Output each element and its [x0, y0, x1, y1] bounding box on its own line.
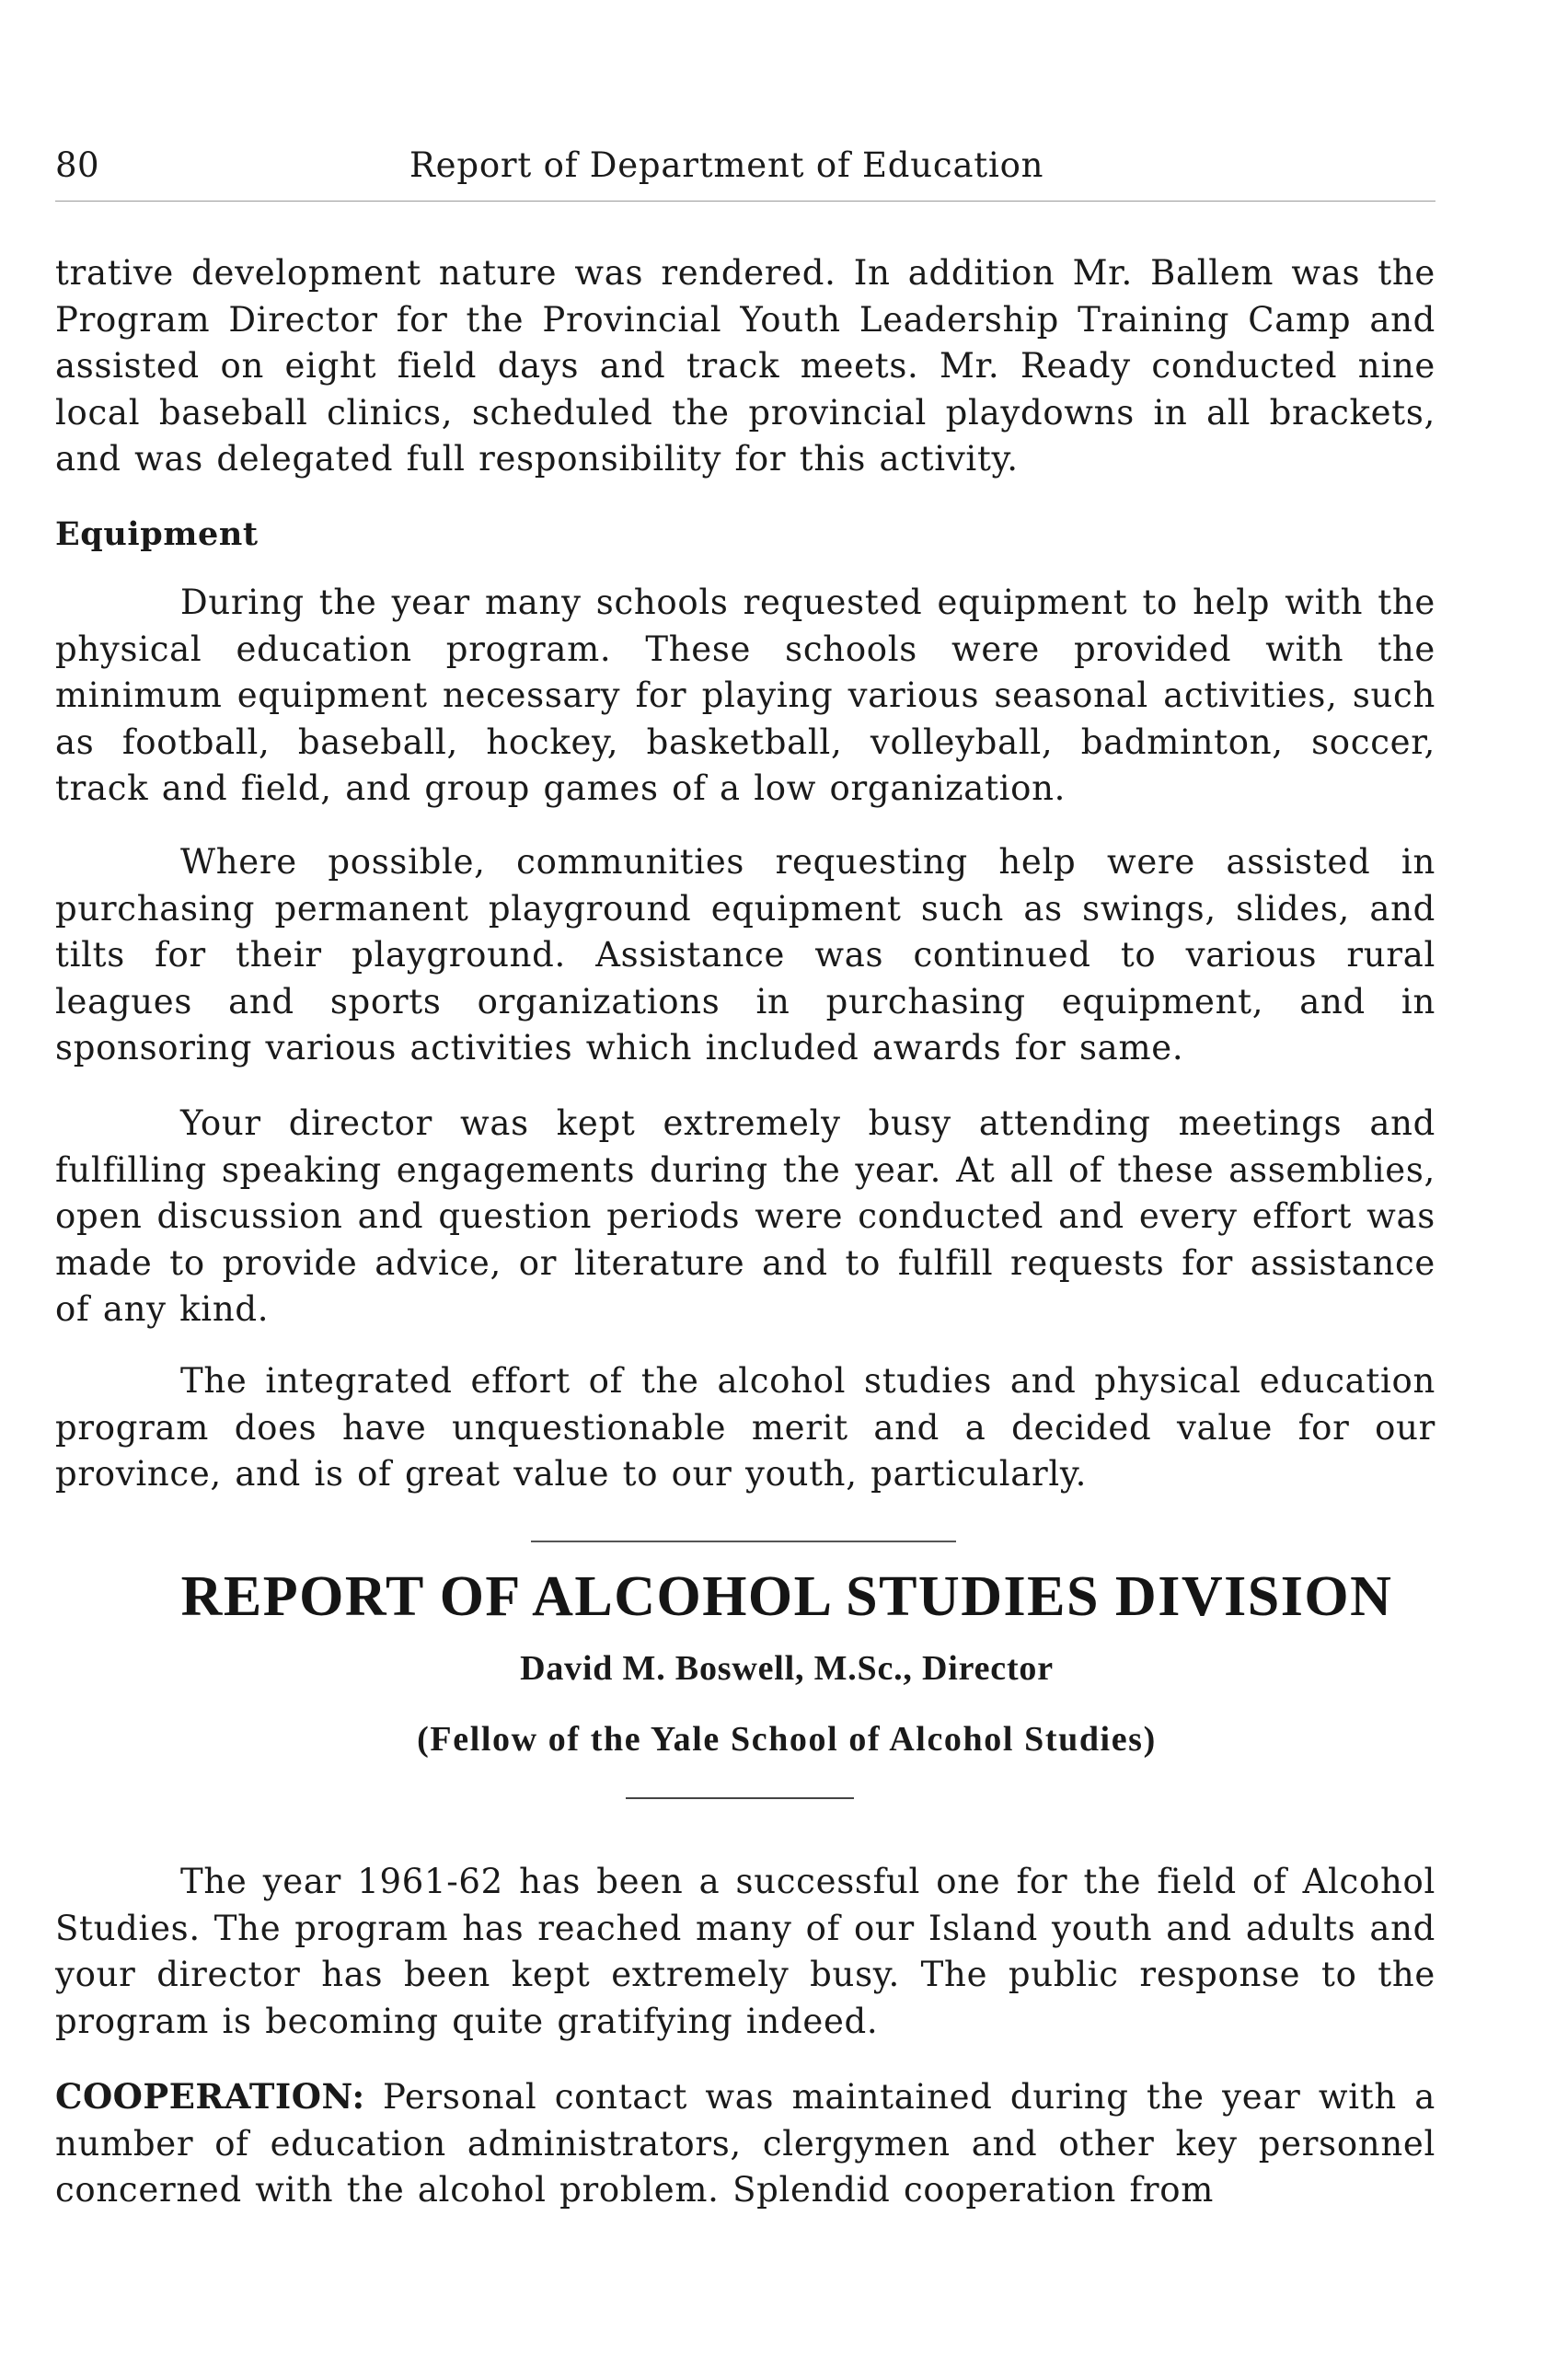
paragraph-4: Your director was kept extremely busy attending meetings and fulfilling speaking engagements during the year. At all of these assemblies, open discussion and question periods were conducted and every effort was made to provide advice, or literature and to fulfill requests for assistance of any kind. [55, 1103, 1435, 1330]
paragraph-6: The year 1961-62 has been a successful one for the field of Alcohol Studies. The program has reached many of our Island youth and adults and your director has been kept extremely busy. The public response to the program is becoming quite gratifying indeed. [55, 1862, 1435, 2041]
fellowship-line: (Fellow of the Yale School of Alcohol Studies) [417, 1720, 1157, 1759]
paragraph-block-4 [55, 1101, 1435, 1333]
page-number: 80 [55, 145, 100, 185]
paragraph-block-6 [55, 1859, 1435, 2045]
section-divider-top [531, 1541, 956, 1542]
paragraph-block-2 [55, 580, 1435, 813]
cooperation-text: Personal contact was maintained during the year with a number of education administrators, clergymen and other key personnel concerned with the alcohol problem. Splendid cooperation from [55, 2077, 1435, 2210]
paragraph-block-3 [55, 839, 1435, 1072]
paragraph-block-5 [55, 1358, 1435, 1498]
paragraph-2: During the year many schools requested equipment to help with the physical education program. These schools were provided with the minimum equipment necessary for playing various seasonal activities, such as football, baseball, hockey, basketball, volleyball, badminton, soccer, track and field, and group games of a low organization. [55, 583, 1435, 809]
equipment-heading: Equipment [55, 515, 259, 553]
paragraph-block-7 [55, 2073, 1435, 2214]
running-title: Report of Department of Education [409, 145, 1044, 185]
paragraph-5: The integrated effort of the alcohol studies and physical education program does have unquestionable merit and a decided value for our province, and is of great value to our youth, particularly. [55, 1361, 1435, 1495]
cooperation-label: COOPERATION: [55, 2076, 365, 2117]
paragraph-cooperation [55, 2073, 1435, 2214]
section-divider-bottom [626, 1797, 854, 1799]
paragraph-3: Where possible, communities requesting help were assisted in purchasing permanent playground equipment such as swings, slides, and tilts for their playground. Assistance was continued to various rural leagues and sports organizations in purchasing equipment, and in sponsoring various activities which included awards for same. [55, 842, 1435, 1068]
header-rule [55, 201, 1435, 202]
paragraph-continuation [55, 250, 1435, 483]
author-line: David M. Boswell, M.Sc., Director [520, 1649, 1054, 1688]
paragraph-1: trative development nature was rendered. In addition Mr. Ballem was the Program Director for the Provincial Youth Leadership Training Camp and assisted on eight field days and track meets. Mr. Ready conducted nine local baseball clinics, scheduled the provincial playdowns in all brackets, and was delegated full responsibility for this activity. [55, 253, 1435, 479]
running-header [55, 138, 1435, 193]
section-title: REPORT OF ALCOHOL STUDIES DIVISION [180, 1565, 1393, 1628]
